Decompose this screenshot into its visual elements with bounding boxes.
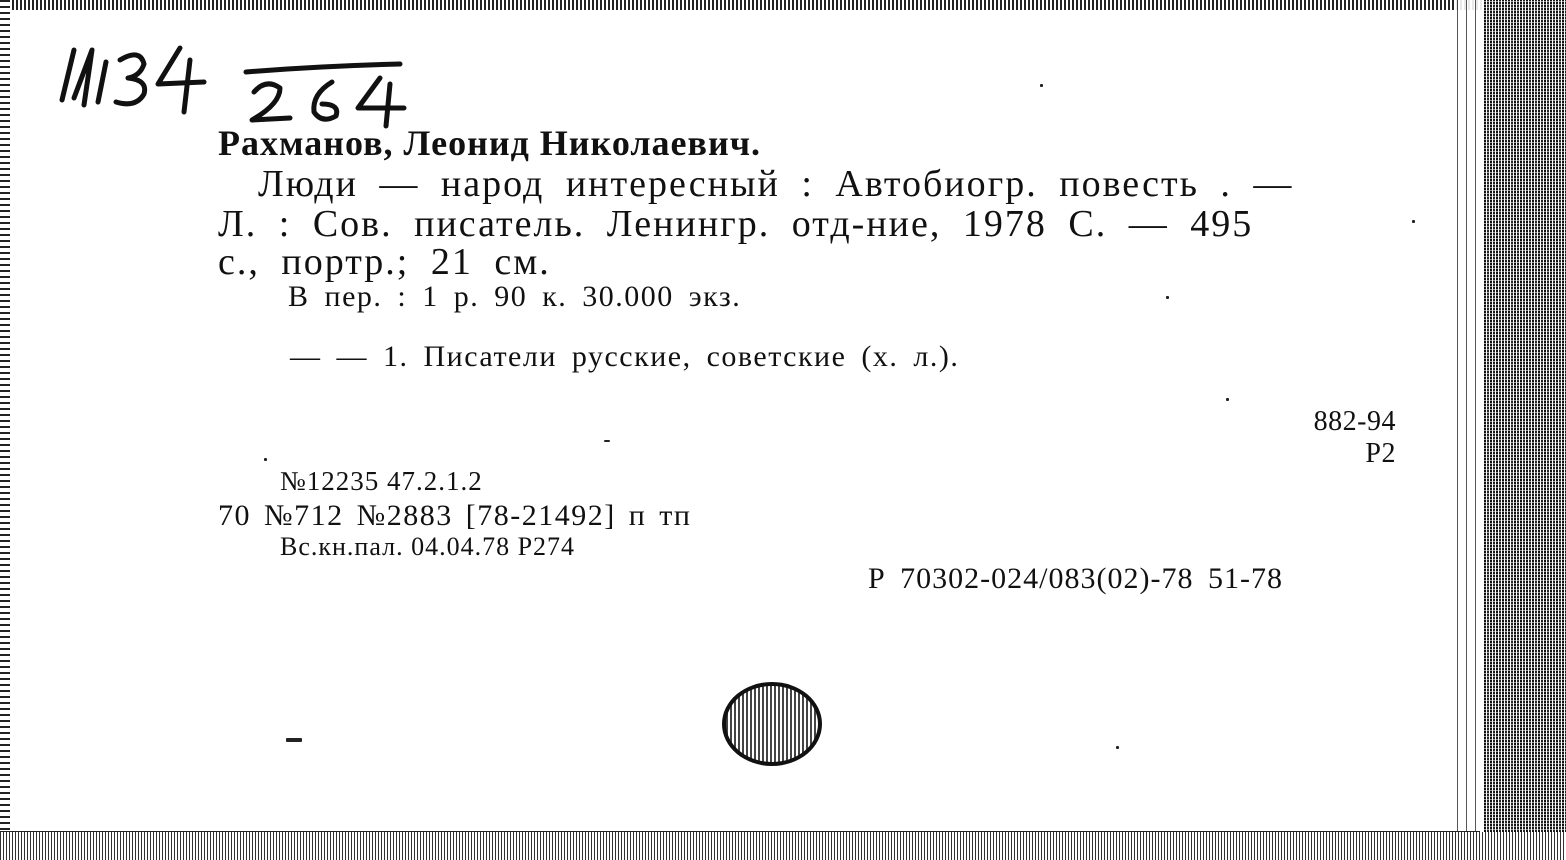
title-line-2: Л. : Сов. писатель. Ленингр. отд-ние, 1978 С. — 495 (218, 203, 1254, 245)
scan-speck (1040, 84, 1043, 87)
card-right-edge (1484, 0, 1566, 860)
handwritten-shelfmark (40, 20, 440, 130)
publisher-code: Р 70302-024/083(02)-78 51-78 (868, 562, 1283, 595)
scan-speck (1166, 296, 1169, 299)
scan-speck (286, 738, 302, 742)
title-line-3: с., портр.; 21 см. (218, 241, 551, 283)
author-heading: Рахманов, Леонид Николаевич. (218, 123, 762, 163)
scan-speck (604, 440, 610, 442)
meta-line-3: Вс.кн.пал. 04.04.78 Р274 (280, 532, 576, 561)
classification-author-mark: Р2 (1365, 438, 1396, 469)
scan-speck (1226, 398, 1229, 401)
price-line: В пер. : 1 р. 90 к. 30.000 экз. (288, 280, 742, 313)
scan-speck (1412, 220, 1415, 223)
title-line-1: Люди — народ интересный : Автобиогр. повесть . — (258, 163, 1294, 205)
scan-speck (264, 458, 267, 461)
card-left-edge (0, 0, 10, 860)
meta-line-1: №12235 47.2.1.2 (280, 466, 483, 496)
card-top-edge (0, 0, 1566, 10)
punch-hole (722, 682, 822, 766)
scan-speck (1116, 746, 1119, 749)
classification-index: 882-94 (1313, 406, 1396, 437)
meta-line-2: 70 №712 №2883 [78-21492] п тп (218, 499, 692, 532)
subject-heading: — — 1. Писатели русские, советские (х. л.). (290, 340, 960, 373)
card-right-edge-shadow (1454, 0, 1484, 860)
card-bottom-edge (0, 832, 1566, 860)
